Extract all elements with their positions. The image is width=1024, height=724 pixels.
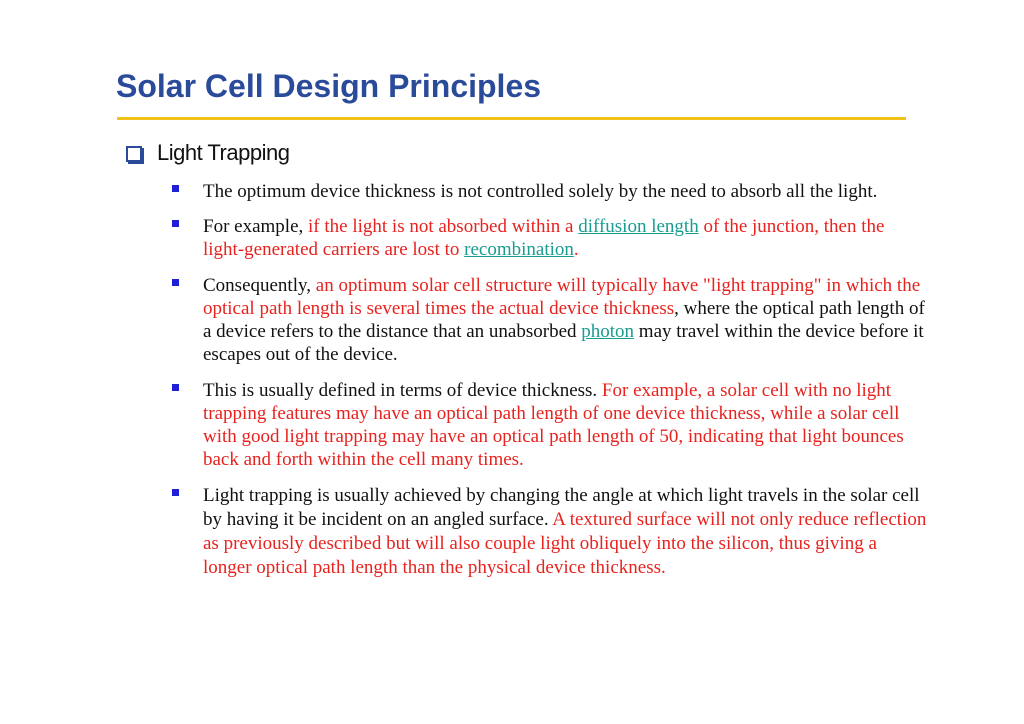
text-segment: Light trapping is usually achieved by changing the angle at which light travels in the solar cell by having it be incident on an angled surface. [203, 485, 920, 530]
emphasis-text: A textured surface will not only reduce reflection as previously described but will also couple light obliquely into the silicon, thus giving a longer optical path length than the physical device thickness. [203, 509, 927, 578]
bullet-text [203, 181, 877, 202]
bullet-item [170, 274, 930, 366]
bullet-text [203, 216, 884, 260]
bullet-text [203, 485, 926, 578]
section-heading-text: Light Trapping [157, 140, 290, 165]
bullet-item [170, 215, 930, 261]
bullet-item [170, 484, 930, 580]
bullet-item [170, 180, 930, 203]
square-bullet-icon [172, 279, 179, 286]
square-checkbox-icon [126, 146, 142, 162]
emphasis-text: For example, a solar cell with no light trapping features may have an optical path length of one device thickness, while a solar cell with good light trapping may have an optical path length of 50, indicating that light bounces back and forth within the cell many times. [203, 380, 904, 470]
bullet-text [203, 275, 925, 365]
emphasis-text: if the light is not absorbed within a [308, 216, 579, 237]
slide-title: Solar Cell Design Principles [116, 68, 542, 104]
text-segment: For example, [203, 216, 309, 237]
bullet-item [170, 379, 930, 471]
bullet-text [203, 380, 904, 470]
square-bullet-icon [172, 384, 179, 391]
square-bullet-icon [172, 185, 179, 192]
square-bullet-icon [172, 220, 179, 227]
text-segment: , where the optical path length of a device refers to the distance that an unabsorbed [203, 298, 925, 342]
text-segment: Consequently, [203, 275, 316, 296]
link-photon[interactable]: photon [581, 321, 635, 342]
link-recombination[interactable]: recombination [464, 239, 574, 260]
text-segment: This is usually defined in terms of device thickness. [203, 380, 602, 401]
section-heading [126, 140, 289, 166]
text-segment: The optimum device thickness is not controlled solely by the need to absorb all the light. [203, 181, 878, 202]
text-segment: may travel within the device before it escapes out of the device. [203, 321, 924, 365]
emphasis-text: of the junction, then the light-generated carriers are lost to [203, 216, 885, 260]
emphasis-text: an optimum solar cell structure will typically have "light trapping" in which the optical path length is several times the actual device thickness [203, 275, 921, 319]
link-diffusion-length[interactable]: diffusion length [578, 216, 699, 237]
title-underline [117, 117, 906, 120]
square-bullet-icon [172, 489, 179, 496]
bullet-list [170, 180, 930, 593]
emphasis-text: . [573, 239, 579, 260]
